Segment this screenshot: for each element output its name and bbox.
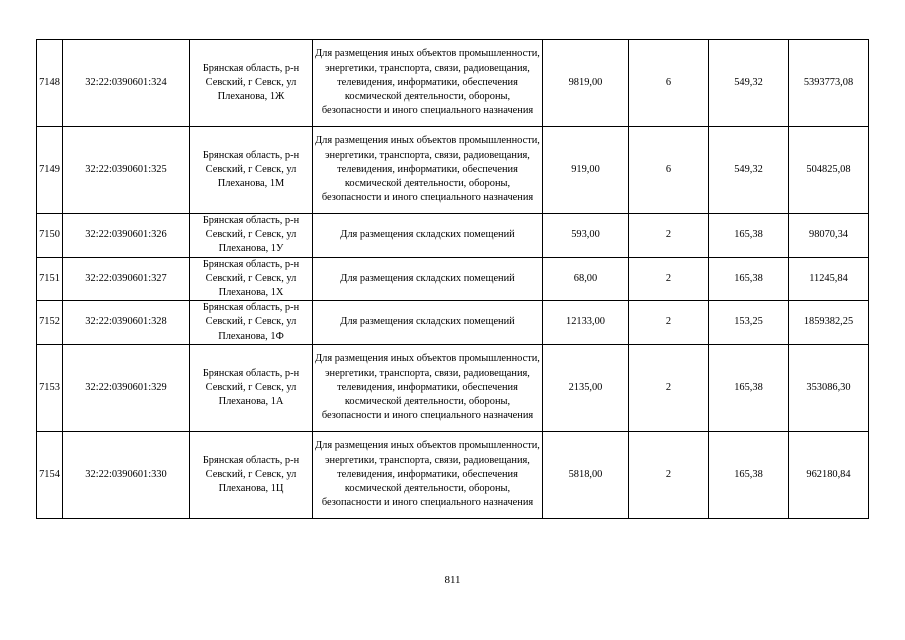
cadastral-value: 353086,30 bbox=[789, 344, 869, 431]
cadastral-number: 32:22:0390601:324 bbox=[63, 40, 190, 127]
address: Брянская область, р-н Севский, г Севск, ул Плеханова, 1Ф bbox=[190, 301, 313, 345]
area: 5818,00 bbox=[543, 431, 629, 518]
specific-value: 165,38 bbox=[709, 431, 789, 518]
cadastral-value: 98070,34 bbox=[789, 214, 869, 258]
cadastral-value: 11245,84 bbox=[789, 257, 869, 301]
permitted-use: Для размещения иных объектов промышленности, энергетики, транспорта, связи, радиовещания, телевидения, информатики, обеспечения космической деятельности, обороны, безопасности и иного специального назначения bbox=[313, 344, 543, 431]
group-number: 2 bbox=[629, 431, 709, 518]
address: Брянская область, р-н Севский, г Севск, ул Плеханова, 1А bbox=[190, 344, 313, 431]
area: 2135,00 bbox=[543, 344, 629, 431]
permitted-use: Для размещения иных объектов промышленности, энергетики, транспорта, связи, радиовещания, телевидения, информатики, обеспечения космической деятельности, обороны, безопасности и иного специального назначения bbox=[313, 127, 543, 214]
table-row bbox=[37, 40, 869, 127]
cadastral-value: 5393773,08 bbox=[789, 40, 869, 127]
area: 9819,00 bbox=[543, 40, 629, 127]
cadastral-number: 32:22:0390601:330 bbox=[63, 431, 190, 518]
cadastral-number: 32:22:0390601:329 bbox=[63, 344, 190, 431]
cadastral-number: 32:22:0390601:327 bbox=[63, 257, 190, 301]
permitted-use: Для размещения иных объектов промышленности, энергетики, транспорта, связи, радиовещания, телевидения, информатики, обеспечения космической деятельности, обороны, безопасности и иного специального назначения bbox=[313, 40, 543, 127]
table-row bbox=[37, 344, 869, 431]
permitted-use: Для размещения складских помещений bbox=[313, 301, 543, 345]
cadastral-number: 32:22:0390601:325 bbox=[63, 127, 190, 214]
cadastral-number: 32:22:0390601:326 bbox=[63, 214, 190, 258]
specific-value: 165,38 bbox=[709, 257, 789, 301]
row-number: 7149 bbox=[37, 127, 63, 214]
address: Брянская область, р-н Севский, г Севск, ул Плеханова, 1Х bbox=[190, 257, 313, 301]
address: Брянская область, р-н Севский, г Севск, ул Плеханова, 1М bbox=[190, 127, 313, 214]
row-number: 7150 bbox=[37, 214, 63, 258]
specific-value: 153,25 bbox=[709, 301, 789, 345]
group-number: 2 bbox=[629, 344, 709, 431]
cadastral-value: 504825,08 bbox=[789, 127, 869, 214]
group-number: 6 bbox=[629, 40, 709, 127]
area: 68,00 bbox=[543, 257, 629, 301]
row-number: 7154 bbox=[37, 431, 63, 518]
area: 919,00 bbox=[543, 127, 629, 214]
row-number: 7152 bbox=[37, 301, 63, 345]
group-number: 6 bbox=[629, 127, 709, 214]
permitted-use: Для размещения складских помещений bbox=[313, 214, 543, 258]
table-row bbox=[37, 301, 869, 345]
row-number: 7153 bbox=[37, 344, 63, 431]
specific-value: 165,38 bbox=[709, 344, 789, 431]
cadastral-table bbox=[36, 39, 869, 519]
cadastral-value: 962180,84 bbox=[789, 431, 869, 518]
specific-value: 549,32 bbox=[709, 40, 789, 127]
specific-value: 549,32 bbox=[709, 127, 789, 214]
table-row bbox=[37, 127, 869, 214]
area: 593,00 bbox=[543, 214, 629, 258]
area: 12133,00 bbox=[543, 301, 629, 345]
address: Брянская область, р-н Севский, г Севск, ул Плеханова, 1Ж bbox=[190, 40, 313, 127]
cadastral-value: 1859382,25 bbox=[789, 301, 869, 345]
row-number: 7148 bbox=[37, 40, 63, 127]
cadastral-number: 32:22:0390601:328 bbox=[63, 301, 190, 345]
specific-value: 165,38 bbox=[709, 214, 789, 258]
page-number: 811 bbox=[444, 574, 461, 586]
address: Брянская область, р-н Севский, г Севск, ул Плеханова, 1У bbox=[190, 214, 313, 258]
table-row bbox=[37, 431, 869, 518]
permitted-use: Для размещения иных объектов промышленности, энергетики, транспорта, связи, радиовещания, телевидения, информатики, обеспечения космической деятельности, обороны, безопасности и иного специального назначения bbox=[313, 431, 543, 518]
row-number: 7151 bbox=[37, 257, 63, 301]
group-number: 2 bbox=[629, 257, 709, 301]
table-row bbox=[37, 257, 869, 301]
table-row bbox=[37, 214, 869, 258]
group-number: 2 bbox=[629, 214, 709, 258]
group-number: 2 bbox=[629, 301, 709, 345]
permitted-use: Для размещения складских помещений bbox=[313, 257, 543, 301]
address: Брянская область, р-н Севский, г Севск, ул Плеханова, 1Ц bbox=[190, 431, 313, 518]
